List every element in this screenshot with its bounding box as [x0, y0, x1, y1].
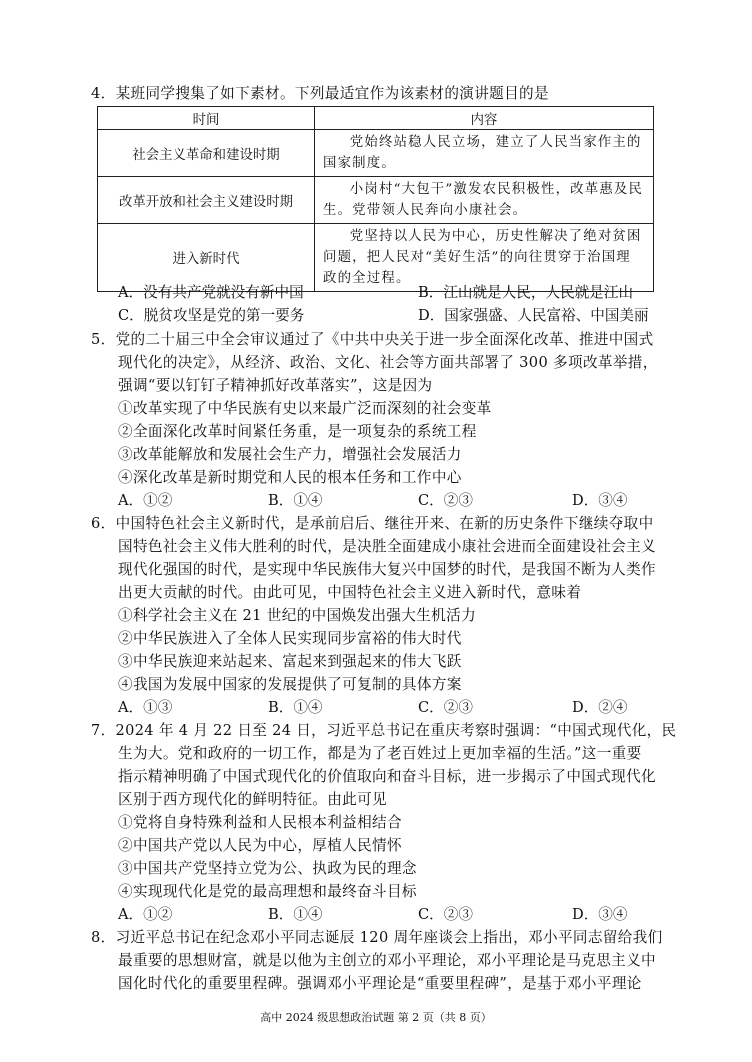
q7-option-b: B．①④ [268, 906, 323, 923]
table-header-content: 内容 [315, 107, 654, 130]
q7-stem-line: 7．2024 年 4 月 22 日至 24 日，习近平总书记在重庆考察时强调：“中国式现代化，民 [91, 722, 677, 739]
q8-stem-line: 国化时代化的重要里程碑。强调邓小平理论是“重要里程碑”，是基于邓小平理论 [118, 975, 642, 992]
q5-item: ③改革能解放和发展社会生产力，增强社会发展活力 [118, 446, 462, 463]
q5-item: ④深化改革是新时期党和人民的根本任务和工作中心 [118, 469, 462, 486]
table-cell-time: 进入新时代 [98, 224, 315, 292]
table-header-time: 时间 [98, 107, 315, 130]
q5-option-b: B．①④ [268, 492, 323, 509]
q4-option-a: A．没有共产党就没有新中国 [118, 284, 304, 301]
q6-item: ④我国为发展中国家的发展提供了可复制的具体方案 [118, 676, 462, 693]
q6-stem-line: 6．中国特色社会主义新时代，是承前启后、继往开来、在新的历史条件下继续夺取中 [91, 515, 654, 532]
q5-option-c: C．②③ [418, 492, 473, 509]
q5-option-d: D．③④ [572, 492, 628, 509]
table-cell-content: 党始终站稳人民立场，建立了人民当家作主的国家制度。 [315, 130, 654, 177]
q6-option-a: A．①③ [118, 699, 173, 716]
material-table [97, 106, 654, 292]
q7-item: ②中国共产党以人民为中心，厚植人民情怀 [118, 837, 402, 854]
q7-stem-line: 生为大。党和政府的一切工作，都是为了老百姓过上更加幸福的生活。”这一重要 [118, 745, 642, 762]
q7-stem-line: 区别于西方现代化的鲜明特征。由此可见 [118, 791, 387, 808]
q4-option-b: B．江山就是人民，人民就是江山 [418, 284, 634, 301]
table-row [98, 130, 654, 177]
q4-option-d: D．国家强盛、人民富裕、中国美丽 [418, 307, 649, 324]
table-header-row [98, 107, 654, 130]
q8-stem-line: 8．习近平总书记在纪念邓小平同志诞辰 120 周年座谈会上指出，邓小平同志留给我们 [91, 929, 663, 946]
q5-item: ②全面深化改革时间紧任务重，是一项复杂的系统工程 [118, 423, 477, 440]
q6-item: ①科学社会主义在 21 世纪的中国焕发出强大生机活力 [118, 607, 477, 624]
q6-stem-line: 国特色社会主义伟大胜利的时代，是决胜全面建成小康社会进而全面建设社会主义 [118, 538, 656, 555]
q7-stem-line: 指示精神明确了中国式现代化的价值取向和奋斗目标，进一步揭示了中国式现代化 [118, 768, 656, 785]
table-cell-time: 改革开放和社会主义建设时期 [98, 177, 315, 224]
q6-stem-line: 现代化强国的时代，是实现中华民族伟大复兴中国梦的时代，是我国不断为人类作 [118, 561, 656, 578]
q6-item: ③中华民族迎来站起来、富起来到强起来的伟大飞跃 [118, 653, 462, 670]
q6-stem-line: 出更大贡献的时代。由此可见，中国特色社会主义进入新时代，意味着 [118, 584, 582, 601]
q7-option-c: C．②③ [418, 906, 473, 923]
table-cell-time: 社会主义革命和建设时期 [98, 130, 315, 177]
table-cell-content: 党坚持以人民为中心，历史性解决了绝对贫困问题，把人民对“美好生活”的向往贯穿于治国理政的全过程。 [315, 224, 654, 292]
table-row [98, 224, 654, 292]
q4-stem: 4．某班同学搜集了如下素材。下列最适宜作为该素材的演讲题目的是 [91, 85, 549, 102]
table-row [98, 177, 654, 224]
q5-option-a: A．①② [118, 492, 173, 509]
q7-option-d: D．③④ [572, 906, 628, 923]
q8-stem-line: 最重要的思想财富，就是以他为主创立的邓小平理论，邓小平理论是马克思主义中 [118, 952, 656, 969]
q6-option-d: D．②④ [572, 699, 628, 716]
q5-stem-line: 现代化的决定》，从经济、政治、文化、社会等方面共部署了 300 多项改革举措， [118, 354, 658, 371]
q7-item: ④实现现代化是党的最高理想和最终奋斗目标 [118, 883, 417, 900]
page-footer: 高中 2024 级思想政治试题 第 2 页（共 8 页） [260, 1011, 492, 1024]
q5-stem-line: 强调“要以钉钉子精神抓好改革落实”，这是因为 [118, 377, 433, 394]
q6-option-c: C．②③ [418, 699, 473, 716]
table-cell-content: 小岗村“大包干”激发农民积极性，改革惠及民生。党带领人民奔向小康社会。 [315, 177, 654, 224]
q5-stem-line: 5．党的二十届三中全会审议通过了《中共中央关于进一步全面深化改革、推进中国式 [91, 331, 654, 348]
q6-option-b: B．①④ [268, 699, 323, 716]
q7-item: ①党将自身特殊利益和人民根本利益相结合 [118, 814, 402, 831]
q6-item: ②中华民族进入了全体人民实现同步富裕的伟大时代 [118, 630, 462, 647]
q5-item: ①改革实现了中华民族有史以来最广泛而深刻的社会变革 [118, 400, 492, 417]
q7-item: ③中国共产党坚持立党为公、执政为民的理念 [118, 860, 417, 877]
q4-option-c: C．脱贫攻坚是党的第一要务 [118, 307, 305, 324]
q7-option-a: A．①② [118, 906, 173, 923]
